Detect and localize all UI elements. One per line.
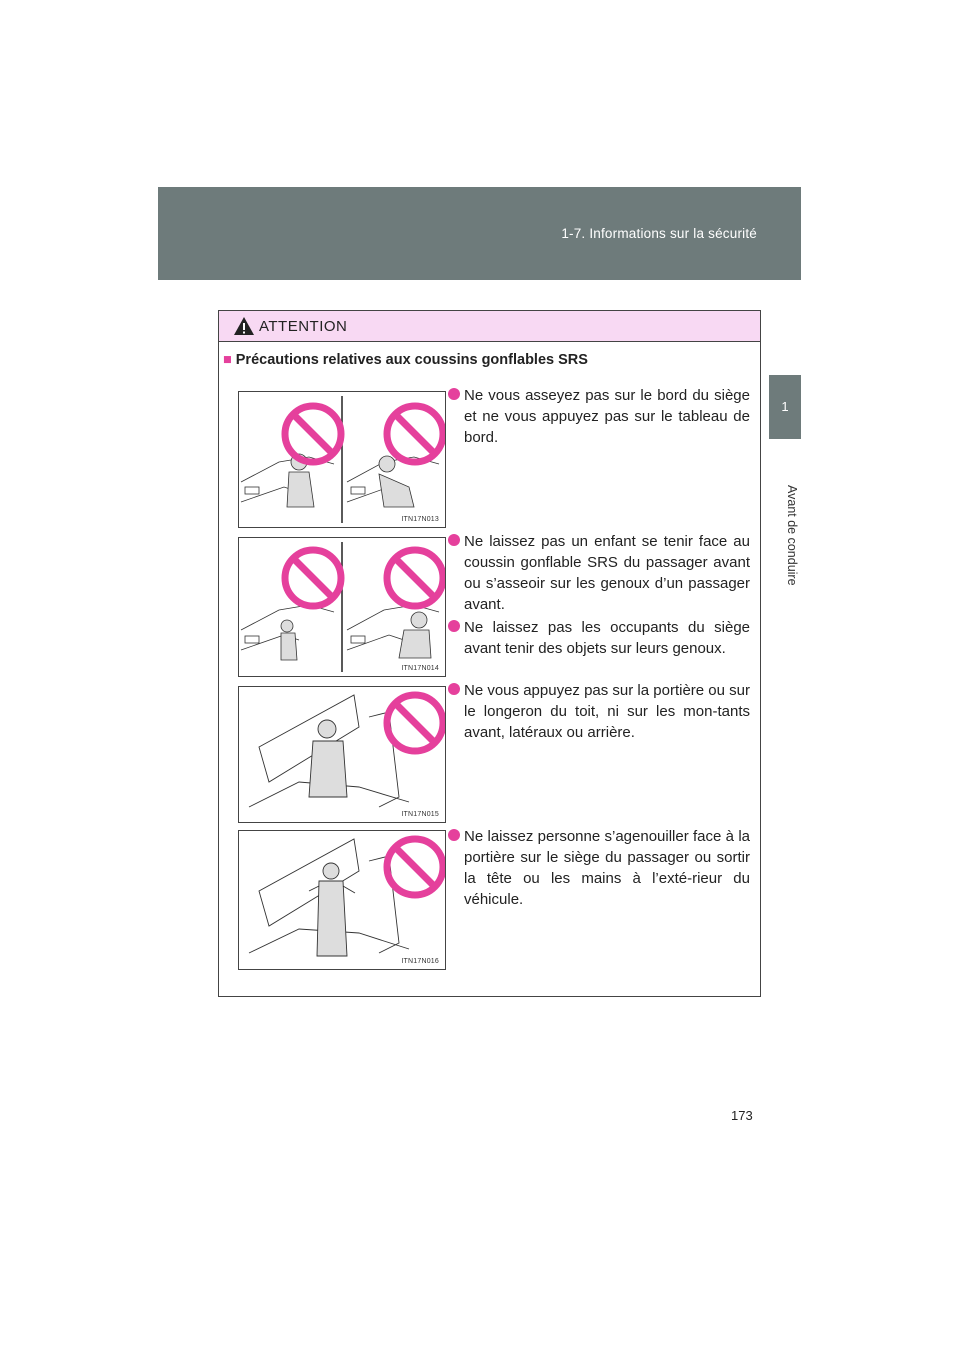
illustration-code: ITN17N016 [401, 958, 439, 965]
illustration-code: ITN17N015 [401, 811, 439, 818]
bullet-dot-icon [448, 683, 460, 695]
warning-triangle-icon [233, 316, 255, 336]
bullet-dot-icon [448, 388, 460, 400]
chapter-tab-number: 1 [769, 375, 801, 439]
bullet-text: Ne vous appuyez pas sur la portière ou sur le longeron du toit, ni sur les mon-tants avant, latéraux ou arrière. [464, 682, 750, 741]
prohibition-icon [387, 550, 443, 606]
bullet-item [448, 531, 750, 615]
prohibition-icon [285, 550, 341, 606]
prohibition-icon [285, 406, 341, 462]
chapter-tab-label: Avant de conduire [785, 484, 799, 586]
page-number: 173 [731, 1108, 753, 1123]
bullet-text: Ne laissez pas les occupants du siège avant tenir des objets sur leurs genoux. [464, 619, 750, 657]
illustration-3 [238, 686, 446, 823]
illustration-4 [238, 830, 446, 970]
bullet-item [448, 826, 750, 910]
bullet-dot-icon [448, 534, 460, 546]
illustration-2 [238, 537, 446, 677]
bullet-item [448, 680, 750, 743]
caution-header [219, 311, 760, 342]
section-heading-text: Précautions relatives aux coussins gonflables SRS [235, 352, 588, 368]
bullet-text: Ne laissez pas un enfant se tenir face au coussin gonflable SRS du passager avant ou s’asseoir sur les genoux d’un passager avant. [464, 533, 750, 613]
bullet-item [448, 385, 750, 448]
occupant-sketch [309, 863, 355, 956]
occupant-sketch [309, 720, 347, 797]
caution-box [218, 310, 761, 997]
illustration-code: ITN17N014 [401, 665, 439, 672]
section-heading [223, 352, 588, 368]
illustration-1 [238, 391, 446, 528]
bullet-item [448, 617, 750, 659]
bullet-dot-icon [448, 829, 460, 841]
bullet-dot-icon [448, 620, 460, 632]
section-title: 1-7. Informations sur la sécurité [561, 226, 757, 241]
bullet-text: Ne vous asseyez pas sur le bord du siège et ne vous appuyez pas sur le tableau de bord. [464, 387, 750, 446]
header-band [158, 187, 801, 280]
prohibition-icon [387, 695, 443, 751]
bullet-text: Ne laissez personne s’agenouiller face à la portière sur le siège du passager ou sortir la tête ou les mains à l’exté-rieur du véhicule. [464, 828, 750, 908]
prohibition-icon [387, 406, 443, 462]
illustration-code: ITN17N013 [401, 516, 439, 523]
caution-title: ATTENTION [259, 318, 348, 335]
prohibition-icon [387, 839, 443, 895]
square-bullet-icon: ■ [223, 352, 232, 368]
